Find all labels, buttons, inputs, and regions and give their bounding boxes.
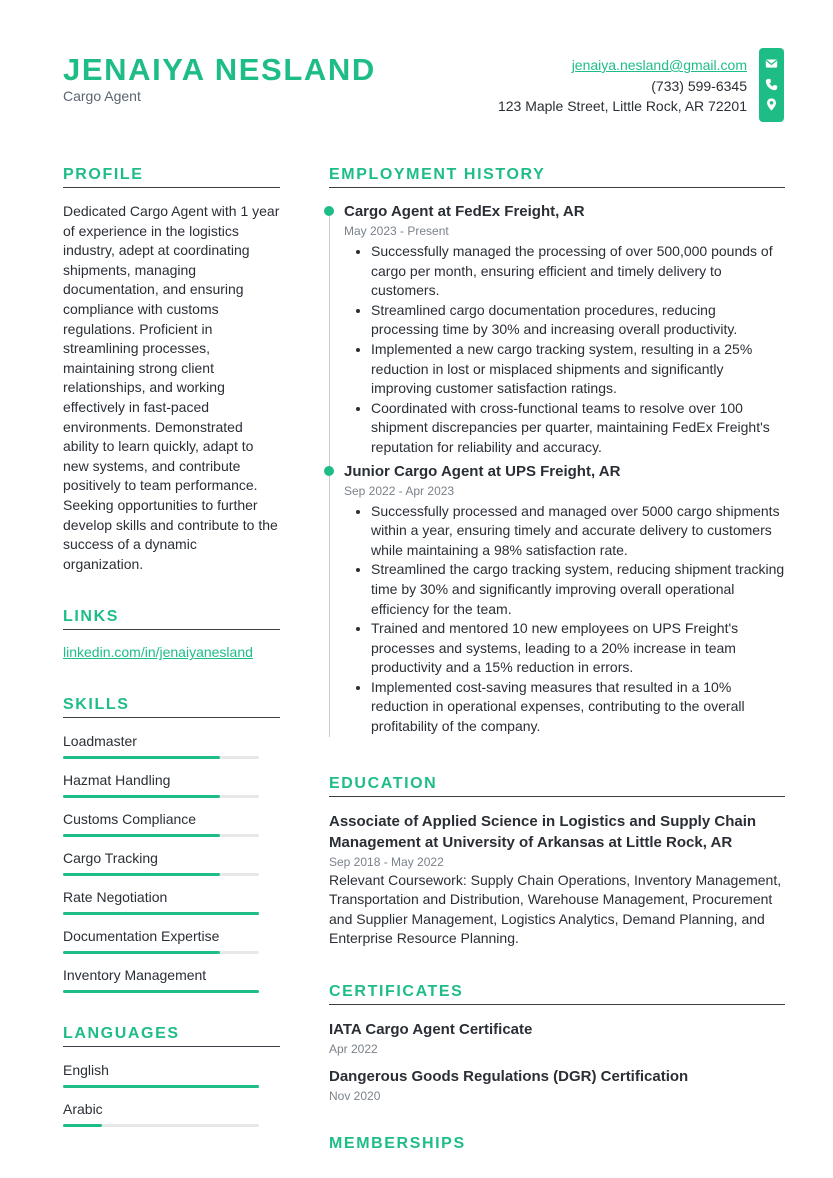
skill-item-level-fill [63,873,220,876]
candidate-name: JENAIYA NESLAND [63,52,376,87]
language-item [63,1061,280,1088]
skill-item-level-fill [63,795,220,798]
skill-item [63,849,280,876]
address-text: 123 Maple Street, Little Rock, AR 72201 [497,98,747,114]
profile-heading: PROFILE [63,166,280,188]
skill-item-level-fill [63,951,220,954]
job-title: Junior Cargo Agent at UPS Freight, AR [344,462,621,480]
education-dates: Sep 2018 - May 2022 [329,854,444,869]
certificate-item [329,1066,785,1105]
skill-item [63,810,280,837]
skill-item-level-bar [63,990,259,993]
skill-item-name: Loadmaster [63,733,137,750]
phone-icon [765,78,778,91]
skill-item-level-bar [63,756,259,759]
left-column [63,166,280,1139]
skill-item-level-fill [63,834,220,837]
skill-item-name: Customs Compliance [63,811,197,828]
certificate-title: IATA Cargo Agent Certificate [329,1021,533,1039]
skill-item [63,966,280,993]
language-item-name: Arabic [63,1101,103,1118]
job-bullets [344,242,785,458]
job-bullet: • Streamlined cargo documentation procedures, reducing processing time by 30% and increasing overall productivity. [371,301,785,340]
job-bullets [344,502,785,737]
certificate-item [329,1019,785,1058]
job-entry [329,462,785,737]
timeline-dot [324,206,334,216]
skill-item-level-fill [63,990,259,993]
job-bullet: • Implemented cost-saving measures that resulted in a 10% reduction in operational expenses, contributing to the overall profitability of the company. [371,678,785,737]
linkedin-link[interactable]: linkedin.com/in/jenaiyanesland [63,644,253,661]
job-entry [329,202,785,458]
certificates-list [329,1019,785,1105]
job-bullet: • Implemented a new cargo tracking system, resulting in a 25% reduction in lost or misplaced shipments and significantly improving customer satisfaction ratings. [371,340,785,399]
job-bullet: • Streamlined the cargo tracking system, reducing shipment tracking time by 30% and significantly improving overall operational efficiency for the team. [371,560,785,619]
language-item-level-bar [63,1124,259,1127]
skill-item-level-fill [63,912,259,915]
skill-item [63,732,280,759]
employment-timeline [329,202,785,737]
employment-heading: EMPLOYMENT HISTORY [329,166,785,188]
candidate-title: Cargo Agent [63,88,141,104]
skill-item [63,927,280,954]
skill-item-level-fill [63,756,220,759]
memberships-heading: MEMBERSHIPS [329,1135,466,1153]
job-dates: Sep 2022 - Apr 2023 [344,483,455,498]
skill-item-name: Documentation Expertise [63,928,220,945]
right-column [329,166,785,1170]
job-bullet: • Coordinated with cross-functional teams to resolve over 100 shipment discrepancies per quarter, maintaining FedEx Freight's reputation for reliability and accuracy. [371,399,785,458]
skill-item-name: Inventory Management [63,967,207,984]
education-title: Associate of Applied Science in Logistics and Supply Chain Management at University of Arkansas at Little Rock, AR [329,812,757,851]
location-pin-icon [765,98,778,111]
language-item [63,1100,280,1127]
job-dates: May 2023 - Present [344,224,449,238]
education-heading: EDUCATION [329,775,785,797]
timeline-dot [324,466,334,476]
languages-list [63,1061,280,1127]
skill-item [63,888,280,915]
skill-item-name: Rate Negotiation [63,889,168,906]
contact-info [498,55,747,117]
skills-heading: SKILLS [63,696,280,718]
links-heading: LINKS [63,608,280,630]
envelope-icon [765,57,778,70]
certificates-heading: CERTIFICATES [329,983,785,1005]
certificate-date: Nov 2020 [329,1089,381,1104]
email-link[interactable]: jenaiya.nesland@gmail.com [571,57,747,73]
certificate-date: Apr 2022 [329,1042,378,1057]
languages-heading: LANGUAGES [63,1025,280,1047]
job-title: Cargo Agent at FedEx Freight, AR [344,203,585,220]
profile-text: Dedicated Cargo Agent with 1 year of experience in the logistics industry, adept at coordinating shipments, managing documentation, and ensuring compliance with customs regulations. Proficient in streamlining processes, maintaining strong client relationships, and working effectively in fast-paced environments. Demonstrated ability to learn quickly, adapt to new systems, and contribute positively to team performance. Seeking opportunities to further develop skills and contribute to the success of a dynamic organization. [63,203,280,572]
certificate-title: Dangerous Goods Regulations (DGR) Certification [329,1068,689,1086]
phone-text: (733) 599-6345 [651,77,747,94]
language-item-level-fill [63,1085,259,1088]
skill-item-name: Cargo Tracking [63,850,158,867]
job-bullet: • Successfully processed and managed over 5000 cargo shipments within a year, ensuring timely and accurate delivery to customers while maintaining a 98% satisfaction rate. [371,502,785,561]
skills-list [63,732,280,993]
skill-item-level-bar [63,873,259,876]
skill-item-level-bar [63,795,259,798]
job-bullet: • Trained and mentored 10 new employees on UPS Freight's processes and systems, leading to a 20% increase in team productivity and a 15% reduction in errors. [371,619,785,678]
language-item-level-bar [63,1085,259,1088]
language-item-level-fill [63,1124,102,1127]
skill-item-level-bar [63,951,259,954]
language-item-name: English [63,1062,109,1079]
contact-icon-bar [759,48,784,122]
skill-item-level-bar [63,912,259,915]
skill-item-name: Hazmat Handling [63,772,171,789]
skill-item-level-bar [63,834,259,837]
skill-item [63,771,280,798]
education-description: Relevant Coursework: Supply Chain Operations, Inventory Management, Transportation and Distribution, Warehouse Management, Procurement and Supplier Management, Logistics Analytics, Demand Planning, and Enterprise Resource Planning. [329,871,782,947]
job-bullet: • Successfully managed the processing of over 500,000 pounds of cargo per month, ensuring efficient and timely delivery to customers. [371,242,785,301]
